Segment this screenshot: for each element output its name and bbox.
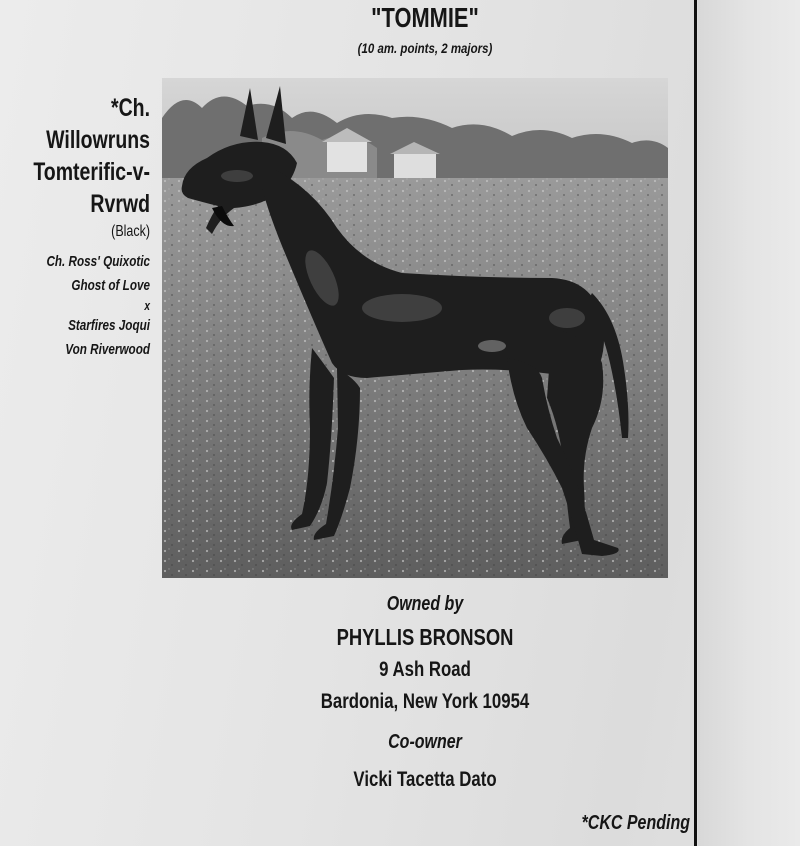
coowner-label: Co-owner (388, 731, 462, 753)
sire-line-2: Ghost of Love (71, 277, 150, 294)
pedigree-column (0, 92, 150, 362)
dog-photo (162, 78, 668, 578)
photo-house-2 (394, 152, 436, 178)
owned-by-label: Owned by (386, 593, 464, 615)
cross-mark: x (144, 298, 150, 313)
dam-line-1: Starfires Joqui (68, 317, 150, 334)
coowner-name: Vicki Tacetta Dato (353, 768, 497, 791)
photo-house-1 (327, 140, 367, 172)
owner-address-line-2: Bardonia, New York 10954 (320, 690, 530, 713)
dog-name-line-4: Rvrwd (90, 190, 150, 218)
dam-line-2: Von Riverwood (65, 341, 150, 358)
ad-subtitle: (10 am. points, 2 majors) (357, 40, 493, 56)
dog-name-line-2: Willowruns (46, 126, 150, 154)
dog-name-line-1: *Ch. (111, 94, 150, 122)
adjacent-page-strip (698, 0, 800, 846)
owner-address-line-1: 9 Ash Road (379, 658, 471, 681)
ckc-footnote: *CKC Pending (581, 812, 690, 834)
page-border-line (694, 0, 697, 846)
ad-title: "TOMMIE" (371, 2, 479, 33)
owner-info (260, 588, 590, 798)
sire-line-1: Ch. Ross' Quixotic (46, 253, 150, 270)
dog-name-line-3: Tomterific-v- (33, 158, 150, 186)
dog-color: (Black) (111, 223, 150, 240)
owner-name: PHYLLIS BRONSON (336, 624, 514, 650)
